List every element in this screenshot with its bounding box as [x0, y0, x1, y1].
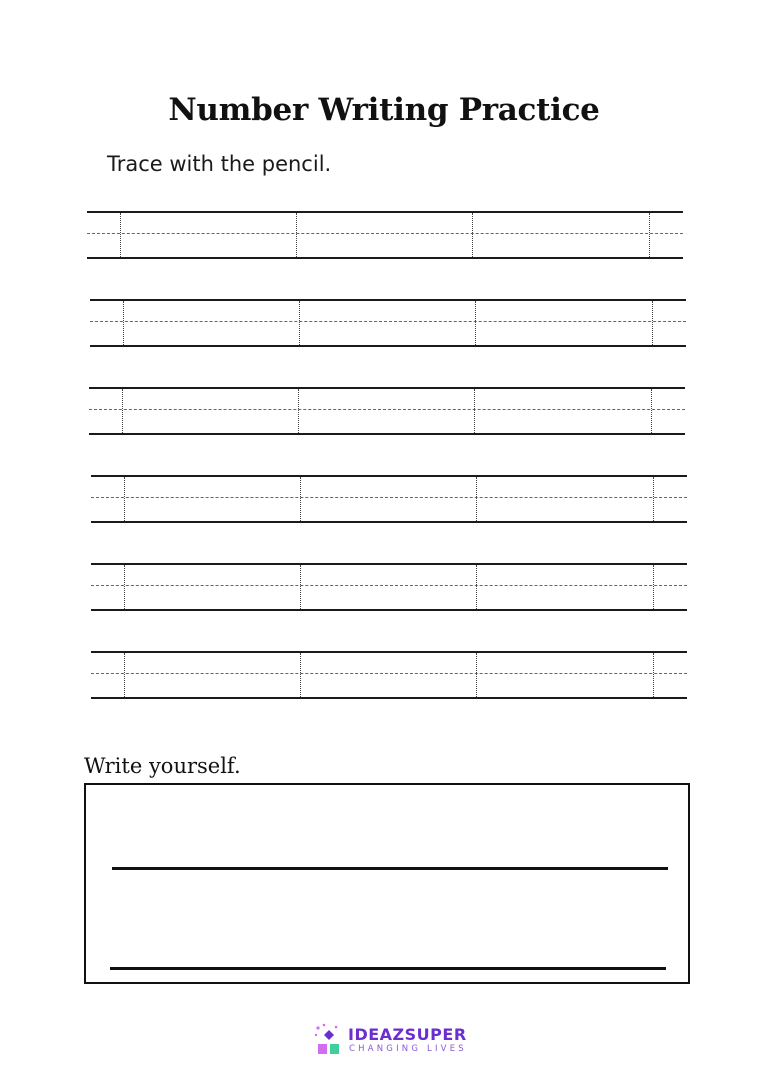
- trace-row[interactable]: [91, 563, 687, 611]
- trace-midline: [87, 233, 683, 234]
- trace-baseline: [89, 433, 685, 435]
- trace-cell-divider: [474, 389, 475, 433]
- trace-cell-divider: [651, 389, 652, 433]
- trace-row[interactable]: [89, 387, 685, 435]
- trace-cell-divider: [123, 301, 124, 345]
- trace-baseline: [91, 697, 687, 699]
- trace-cell-divider: [299, 301, 300, 345]
- trace-cell-divider: [653, 565, 654, 609]
- trace-top-line: [87, 211, 683, 213]
- write-line: [110, 967, 666, 970]
- write-line: [112, 867, 668, 870]
- trace-baseline: [91, 609, 687, 611]
- trace-cell-divider: [653, 477, 654, 521]
- trace-baseline: [90, 345, 686, 347]
- trace-top-line: [89, 387, 685, 389]
- trace-row[interactable]: [87, 211, 683, 259]
- logo-name: IDEAZSUPER: [348, 1025, 467, 1044]
- trace-cell-divider: [300, 565, 301, 609]
- trace-cell-divider: [475, 301, 476, 345]
- trace-cell-divider: [124, 565, 125, 609]
- trace-cell-divider: [120, 213, 121, 257]
- trace-cell-divider: [649, 213, 650, 257]
- trace-cell-divider: [298, 389, 299, 433]
- trace-cell-divider: [300, 653, 301, 697]
- trace-cell-divider: [476, 565, 477, 609]
- trace-top-line: [90, 299, 686, 301]
- trace-cell-divider: [476, 653, 477, 697]
- trace-row[interactable]: [90, 299, 686, 347]
- trace-row[interactable]: [91, 475, 687, 523]
- write-yourself-box[interactable]: [84, 783, 690, 984]
- trace-midline: [90, 321, 686, 322]
- write-yourself-label: Write yourself.: [84, 754, 241, 778]
- trace-cell-divider: [472, 213, 473, 257]
- trace-row[interactable]: [91, 651, 687, 699]
- trace-top-line: [91, 475, 687, 477]
- trace-cell-divider: [124, 653, 125, 697]
- trace-baseline: [91, 521, 687, 523]
- trace-cell-divider: [296, 213, 297, 257]
- trace-midline: [89, 409, 685, 410]
- trace-baseline: [87, 257, 683, 259]
- trace-top-line: [91, 563, 687, 565]
- trace-midline: [91, 497, 687, 498]
- trace-top-line: [91, 651, 687, 653]
- logo-mark-icon: [314, 1022, 344, 1056]
- trace-cell-divider: [124, 477, 125, 521]
- trace-instruction: Trace with the pencil.: [107, 152, 332, 176]
- trace-cell-divider: [122, 389, 123, 433]
- trace-midline: [91, 585, 687, 586]
- trace-cell-divider: [653, 653, 654, 697]
- ideazsuper-logo: [314, 1022, 484, 1058]
- trace-cell-divider: [652, 301, 653, 345]
- page-title: Number Writing Practice: [168, 92, 600, 128]
- trace-midline: [91, 673, 687, 674]
- logo-tagline: CHANGING LIVES: [349, 1044, 467, 1054]
- trace-cell-divider: [300, 477, 301, 521]
- trace-cell-divider: [476, 477, 477, 521]
